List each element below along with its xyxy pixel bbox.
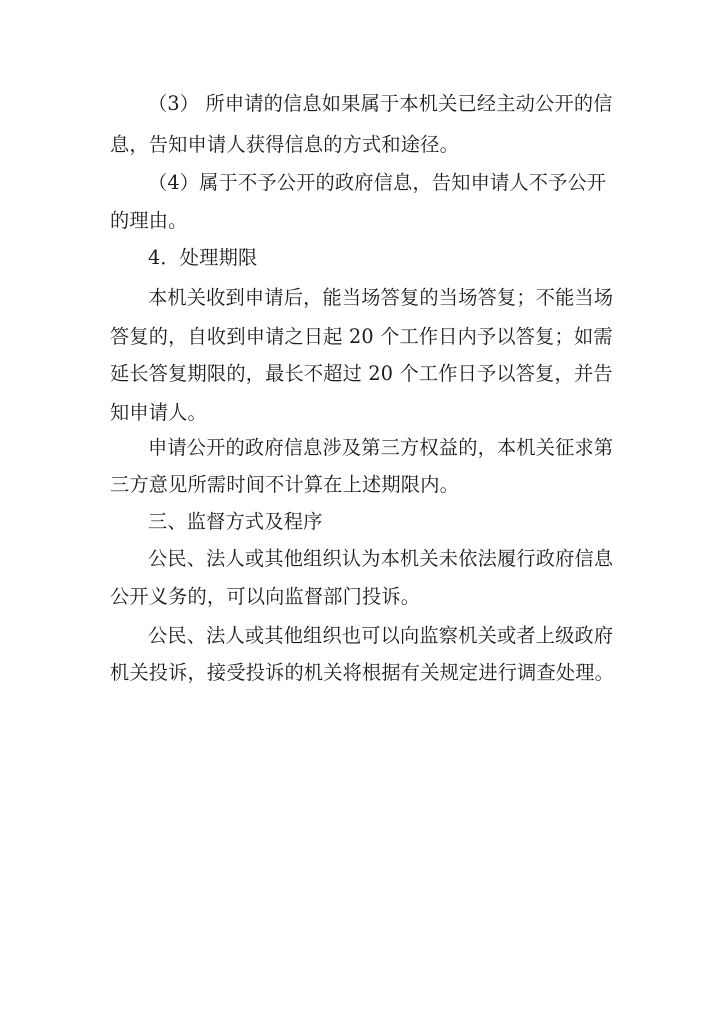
section-heading-supervision: 三、监督方式及程序 (148, 510, 323, 533)
supervision-para-2-line-2: 机关投诉，接受投诉的机关将根据有关规定进行调查处理。 (110, 661, 615, 684)
deadline-para-1-line-2: 答复的，自收到申请之日起 20 个工作日内予以答复；如需 (110, 325, 613, 348)
item-3-line-1: （3） 所申请的信息如果属于本机关已经主动公开的信 (148, 92, 613, 115)
item-4-line-1: （4）属于不予公开的政府信息，告知申请人不予公开 (148, 171, 607, 194)
item-4-line-2: 的理由。 (110, 209, 188, 232)
supervision-para-2-line-1: 公民、法人或其他组织也可以向监察机关或者上级政府 (148, 624, 614, 647)
deadline-para-1-line-3: 延长答复期限的，最长不超过 20 个工作日予以答复，并告 (110, 362, 613, 385)
deadline-para-2-line-1: 申请公开的政府信息涉及第三方权益的，本机关征求第 (148, 436, 614, 459)
supervision-para-1-line-1: 公民、法人或其他组织认为本机关未依法履行政府信息 (148, 547, 614, 570)
supervision-para-1-line-2: 公开义务的，可以向监督部门投诉。 (110, 585, 421, 608)
item-3-line-2: 息，告知申请人获得信息的方式和途径。 (110, 133, 459, 156)
deadline-para-2-line-2: 三方意见所需时间不计算在上述期限内。 (110, 473, 459, 496)
deadline-para-1-line-1: 本机关收到申请后，能当场答复的当场答复；不能当场 (148, 286, 614, 309)
deadline-para-1-line-4: 知申请人。 (110, 401, 207, 424)
section-heading-processing-deadline: 4．处理期限 (148, 246, 258, 269)
